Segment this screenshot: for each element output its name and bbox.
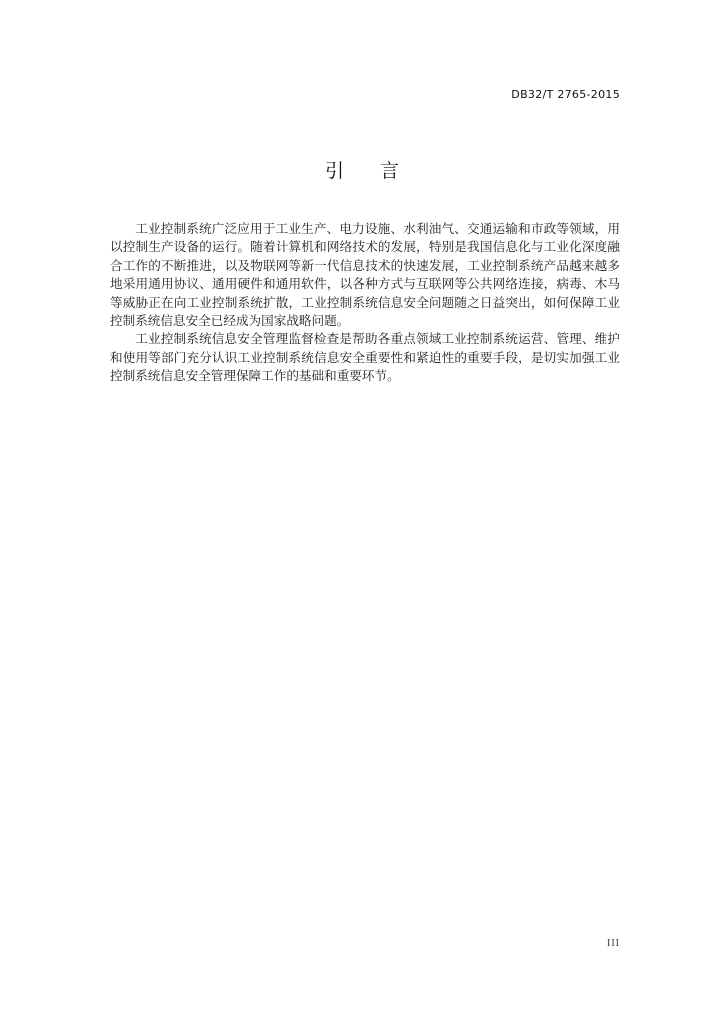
section-title: 引言	[324, 160, 435, 182]
paragraph: 工业控制系统广泛应用于工业生产、电力设施、水利油气、交通运输和市政等领域，用以控制生产设备的运行。随着计算机和网络技术的发展，特别是我国信息化与工业化深度融合工作的不断推进，以及物联网等新一代信息技术的快速发展，工业控制系统产品越来越多地采用通用协议、通用硬件和通用软件，以各种方式与互联网等公共网络连接，病毒、木马等威胁正在向工业控制系统扩散，工业控制系统信息安全问题随之日益突出，如何保障工业控制系统信息安全已经成为国家战略问题。	[110, 221, 620, 329]
page-number: III	[607, 938, 620, 949]
document-code: DB32/T 2765-2015	[511, 88, 620, 101]
body-text	[110, 220, 620, 386]
paragraph: 工业控制系统信息安全管理监督检查是帮助各重点领域工业控制系统运营、管理、维护和使用等部门充分认识工业控制系统信息安全重要性和紧迫性的重要手段，是切实加强工业控制系统信息安全管理保障工作的基础和重要环节。	[110, 331, 620, 384]
